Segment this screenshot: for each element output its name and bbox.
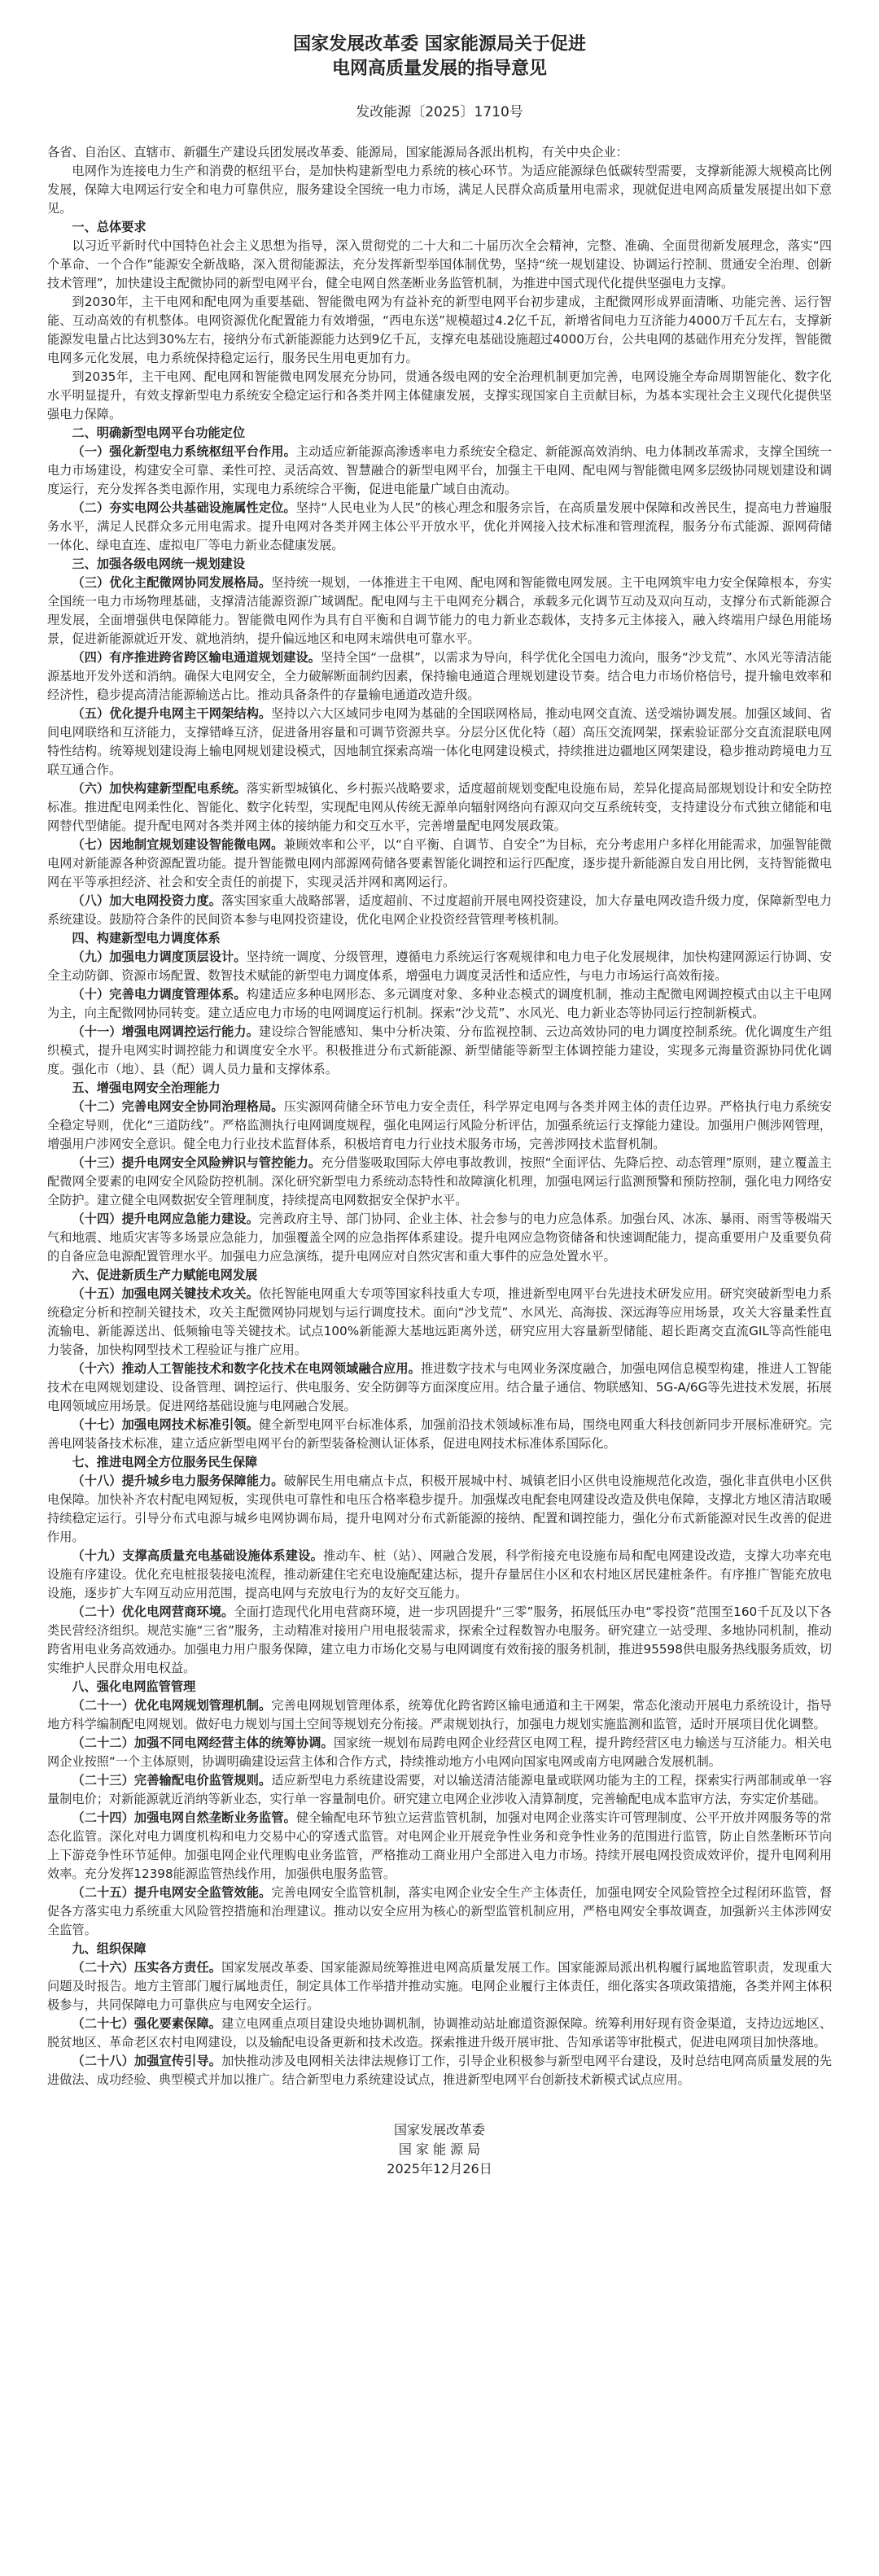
clause-lead: （一）强化新型电力系统枢纽平台作用。 (72, 444, 296, 459)
clause-text: 建设综合智能感知、集中分析决策、分布监视控制、云边高效协同的电力调度控制系统。优化调度生产组织模式，提升电网实时调控能力和调度安全水平。积极推进分布式新能源、新型储能等新型主体调控能力建设，实现多元海量资源协同优化调度。强化市（地）、县（配）调人员力量和支撑体系。 (47, 1024, 833, 1076)
clause-text: 主动适应新能源高渗透率电力系统安全稳定、新能源高效消纳、电力体制改革需求，支撑全国统一电力市场建设，构建安全可靠、柔性可控、灵活高效、智慧融合的新型电网平台，加强主干电网、配电网与智能微电网多层级协同规划建设和调度运行，充分发挥各类电源作用，实现电力系统综合平衡，促进电能量广域自由流动。 (47, 444, 833, 496)
body-paragraph (47, 368, 832, 424)
clause-lead: （二十）优化电网营商环境。 (72, 1605, 234, 1619)
body-paragraph (47, 443, 832, 499)
clause-text: 适应新型电力系统建设需要，对以输送清洁能源电量或联网功能为主的工程，探索实行两部制或单一容量制电价；对新能源就近消纳等新业态，实行单一容量制电价。研究建立电网企业涉收入清算制度，完善输配电成本监审方法，夯实定价基础。 (47, 1773, 833, 1806)
clause-lead: （十五）加强电网关键技术攻关。 (72, 1286, 259, 1301)
signature-block (47, 2120, 832, 2179)
section-heading: 八、强化电网监管管理 (72, 1679, 196, 1694)
clause-text: 推动车、桩（站）、网融合发展，科学衔接充电设施布局和配电网建设改造，支撑大功率充电设施有序建设。优化充电桩报装接电流程，推动新建住宅充电设施配建达标，提升存量居住小区和农村地区居民建桩条件。有序推广智能充放电设施，逐步扩大车网互动应用范围，提高电网与充放电行为的友好交互能力。 (47, 1548, 832, 1600)
body-paragraph (47, 705, 832, 779)
document-title-line-1: 国家发展改革委 国家能源局关于促进 (293, 34, 586, 55)
intro-paragraph: 电网作为连接电力生产和消费的枢纽平台，是加快构建新型电力系统的核心环节。为适应能源绿色低碳转型需要，支撑新能源大规模高比例发展，保障大电网运行安全和电力可靠供应，服务建设全国统一电力市场，满足人民群众高质量用电需求，现就促进电网高质量发展提出如下意见。 (47, 164, 832, 216)
clause-text: 推进数字技术与电网业务深度融合，加强电网信息模型构建，推进人工智能技术在电网规划建设、设备管理、调控运行、供电服务、安全防御等方面深度应用。结合量子通信、物联感知、5G-A/6G等先进技术发展，拓展电网领域应用场景。促进网络基础设施与电网融合发展。 (47, 1361, 833, 1413)
salutation: 各省、自治区、直辖市、新疆生产建设兵团发展改革委、能源局，国家能源局各派出机构，有关中央企业： (47, 145, 628, 159)
clause-text: 完善政府主导、部门协同、企业主体、社会参与的电力应急体系。加强台风、冰冻、暴雨、雨雪等极端天气和地震、地质灾害等多场景应急能力，加强覆盖全网的应急指挥体系建设。提升电网应急物资储备和快速调配能力，提高重要用户及重要负荷的自备应急电源配置管理水平。加强电力应急演练，提升电网应对自然灾害和重大事件的应急处置水平。 (47, 1212, 833, 1264)
clause-text: 依托智能电网重大专项等国家科技重大专项，推进新型电网平台先进技术研发应用。研究突破新型电力系统稳定分析和控制关键技术，攻关主配微网协同规划与运行调度技术。面向“沙戈荒”、水风光、高海拔、深远海等应用场景，攻关大容量柔性直流输电、新能源送出、低频输电等关键技术。试点100%新能源大基地远距离外送，研究应用大容量新型储能、超长距离交直流GIL等高性能电力装备，加快构网型技术工程验证与推广应用。 (47, 1286, 833, 1357)
clause-lead: （十一）增强电网调控运行能力。 (72, 1024, 259, 1039)
body-paragraph (47, 779, 832, 836)
clause-lead: （二十二）加强不同电网经营主体的统筹协调。 (72, 1736, 334, 1750)
clause-text: 破解民生用电痛点卡点，积极开展城中村、城镇老旧小区供电设施规范化改造，强化非直供电小区供电保障。加快补齐农村配电网短板，实现供电可靠性和电压合格率稳步提升。加强煤改电配套电网建设改造及供电保障，支撑北方地区清洁取暖持续稳定运行。引导分布式电源与城乡电网协调布局，提升电网对分布式新能源的接纳、配置和调控能力，强化分布式新能源对民生改善的促进作用。 (47, 1474, 833, 1544)
clause-text: 落实国家重大战略部署，适度超前、不过度超前开展电网投资建设，加大存量电网改造升级力度，保障新型电力系统建设。鼓励符合条件的民间资本参与电网投资建设，优化电网企业投资经营管理考核机制。 (47, 893, 833, 927)
clause-lead: （十四）提升电网应急能力建设。 (72, 1212, 259, 1226)
clause-text: 坚持全国“一盘棋”，以需求为导向，科学优化全国电力流向，服务“沙戈荒”、水风光等清洁能源基地开发外送和消纳。确保大电网安全，全力破解断面制约因素，保持输电通道合理规划建设节奏。结合电力市场价格信号，提升输电效率和经济性，稳步提高清洁能源输送占比。推动具备条件的存量输电通道改造升级。 (47, 650, 833, 702)
clause-text: 完善电网安全监管机制，落实电网企业安全生产主体责任，加强电网安全风险管控全过程闭环监管，督促各方落实电力系统重大风险管控措施和治理建议。推动以安全应用为核心的新型监管机制应用，严格电网安全事故调查，加强新兴主体涉网安全监管。 (47, 1885, 833, 1937)
body-paragraph (47, 1603, 832, 1678)
section-heading: 一、总体要求 (72, 220, 146, 234)
clause-text: 全面打造现代化用电营商环境，进一步巩固提升“三零”服务，拓展低压办电“零投资”范围至160千瓦及以下各类民营经济组织。规范实施“三省”服务，主动精准对接用户用电报装需求，探索全过程数智办电服务。研究建立一站受理、多地协同机制，推动跨省用电业务高效通办。加强电力用户服务保障，建立电力市场化交易与电网调度有效衔接的服务机制，推进95598供电服务热线服务质效，切实维护人民群众用电权益。 (47, 1605, 832, 1675)
body-paragraph (47, 1098, 832, 1154)
clause-text: 充分借鉴吸取国际大停电事故教训，按照“全面评估、先降后控、动态管理”原则，建立覆盖主配微网全要素的电网安全风险防控机制。深化研究新型电力系统动态特性和故障演化机理，加强电网运行监测预警和预防控制，强化电力网络安全防护。建立健全电网数据安全管理制度，持续提高电网数据安全保护水平。 (47, 1155, 832, 1207)
clause-lead: （十六）推动人工智能技术和数字化技术在电网领域融合应用。 (72, 1361, 421, 1376)
clause-lead: （二十七）强化要素保障。 (72, 2016, 222, 2031)
clause-text: 健全输配电环节独立运营监管机制，加强对电网企业落实许可管理制度、公平开放并网服务等的常态化监管。深化对电力调度机构和电力交易中心的穿透式监管。对电网企业开展竞争性业务和竞争性业务的范围进行监管，防止自然垄断环节向上下游竞争性环节延伸。加强电网企业代理购电业务监管，严格推动工商业用户全部进入电力市场。持续开展电网投资成效评价，提升电网利用效率。充分发挥12398能源监管热线作用，加强供电服务监管。 (47, 1810, 833, 1881)
clause-lead: （六）加快构建新型配电系统。 (72, 781, 247, 796)
clause-lead: （二十八）加强宣传引导。 (72, 2054, 222, 2068)
clause-text: 坚持统一规划，一体推进主干电网、配电网和智能微电网发展。主干电网筑牢电力安全保障根本，夯实全国统一电力市场物理基础，支撑清洁能源资源广域调配。配电网与主干电网充分耦合，承载多元化调节互动及双向互动，支撑分布式新能源合理发展，全面增强供电保障能力。智能微电网作为具有自平衡和自调节能力的电力新业态载体，支持多元主体接入，融入终端用户绿色用能场景，促进新能源就近开发、就地消纳，提升偏远地区和电网末端供电可靠水平。 (47, 575, 833, 646)
clause-lead: （十七）加强电网技术标准引领。 (72, 1417, 259, 1432)
clause-text: 国家发展改革委、国家能源局统筹推进电网高质量发展工作。国家能源局派出机构履行属地监管职责，发现重大问题及时报告。地方主管部门履行属地责任，制定具体工作举措并推动实施。电网企业履行主体责任，细化落实各项政策措施，各类并网主体积极参与，共同保障电力可靠供应与电网安全运行。 (47, 1960, 833, 2012)
signer-ndrc: 国家发展改革委 (393, 2122, 485, 2137)
clause-lead: （二十五）提升电网安全监管效能。 (72, 1885, 272, 1900)
section-heading: 九、组织保障 (72, 1941, 146, 1956)
clause-lead: （二）夯实电网公共基础设施属性定位。 (72, 500, 296, 515)
clause-lead: （三）优化主配微网协同发展格局。 (72, 575, 272, 590)
body-paragraph (47, 1285, 832, 1360)
clause-text: 坚持统一调度、分级管理，遵循电力系统运行客观规律和电力电子化发展规律，加快构建网源运行协调、安全主动防御、资源市场配置、数智技术赋能的新型电力调度体系，增强电力调度灵活性和适应性，与电力市场运行高效衔接。 (47, 950, 833, 983)
clause-lead: （十三）提升电网安全风险辨识与管控能力。 (72, 1155, 321, 1170)
document-number: 发改能源〔2025〕1710号 (356, 104, 523, 120)
clause-lead: （二十四）加强电网自然垄断业务监管。 (72, 1810, 296, 1825)
clause-lead: （五）优化提升电网主干网架结构。 (72, 706, 272, 721)
body-paragraph (47, 1547, 832, 1603)
body-paragraph (47, 836, 832, 892)
clause-text: 完善电网规划管理体系，统筹优化跨省跨区输电通道和主干网架，常态化滚动开展电力系统设计，指导地方科学编制配电网规划。做好电力规划与国土空间等规划充分衔接。严肃规划执行，加强电力规划实施监测和监管，适时开展项目优化调整。 (47, 1698, 833, 1731)
clause-lead: （八）加大电网投资力度。 (72, 893, 222, 908)
signer-nea: 国 家 能 源 局 (398, 2142, 481, 2157)
document-body (47, 218, 832, 2089)
clause-text: 建立电网重点项目建设央地协调机制，协调推动站址廊道资源保障。统筹利用好现有资金渠道，支持边远地区、脱贫地区、革命老区农村电网建设，以及输配电设备更新和技术改造。探索推进升级开展审批、告知承诺等审批模式，促进电网项目加快落地。 (47, 2016, 833, 2050)
clause-text: 健全新型电网平台标准体系，加强前沿技术领域标准布局，围绕电网重大科技创新同步开展标准研究。完善电网装备技术标准，建立适应新型电网平台的新型装备检测认证体系，促进电网技术标准体系国际化。 (47, 1417, 833, 1451)
body-paragraph (47, 2015, 832, 2052)
body-paragraph (47, 499, 832, 555)
body-paragraph (47, 948, 832, 985)
issue-date: 2025年12月26日 (387, 2161, 492, 2177)
clause-text: 压实源网荷储全环节电力安全责任，科学界定电网与各类并网主体的责任边界。严格执行电力系统安全稳定导则，优化“三道防线”。严格监测执行电网调度规程，强化电网运行风险分析评估，加强系统运行支撑能力建设。加强用户侧涉网管理，增强用户涉网安全意识。健全电力行业技术监督体系，积极培育电力行业技术服务市场，完善涉网技术监督机制。 (47, 1099, 833, 1151)
clause-text: 兼顾效率和公平，以“自平衡、自调节、自安全”为目标，充分考虑用户多样化用能需求，加强智能微电网对新能源各种资源配置功能。提升智能微电网内部源网荷储各要素智能化调控和运行匹配度，逐步提升新能源自发自用比例，支持智能微电网在平等承担经济、社会和安全责任的前提下，实现灵活并网和离网运行。 (47, 837, 832, 889)
clause-text: 以习近平新时代中国特色社会主义思想为指导，深入贯彻党的二十大和二十届历次全会精神，完整、准确、全面贯彻新发展理念，落实“四个革命、一个合作”能源安全新战略，深入贯彻能源法，充分发挥新型举国体制优势，坚持“统一规划建设、协调运行控制、贯通安全治理、创新技术管理”，加快建设主配微协同的新型电网平台，健全电网自然垄断业务监管机制，为推进中国式现代化提供坚强电力支撑。 (47, 238, 832, 290)
body-paragraph (47, 2052, 832, 2089)
clause-lead: （二十三）完善输配电价监管规则。 (72, 1773, 272, 1788)
clause-text: 到2030年，主干电网和配电网为重要基础、智能微电网为有益补充的新型电网平台初步建成，主配微网形成界面清晰、功能完善、运行智能、互动高效的有机整体。电网资源优化配置能力有效增强，“西电东送”规模超过4.2亿千瓦，新增省间电力互济能力4000万千瓦左右，支撑新能源发电量占比达到30%左右，接纳分布式新能源能力达到9亿千瓦，支撑充电基础设施超过4000万台，公共电网的基础作用充分发挥，智能微电网多元化发展，电力系统保持稳定运行，服务民生用电更加有力。 (47, 295, 832, 365)
body-paragraph (47, 1416, 832, 1453)
clause-lead: （十九）支撑高质量充电基础设施体系建设。 (72, 1548, 324, 1563)
body-paragraph (47, 648, 832, 705)
clause-lead: （十八）提升城乡电力服务保障能力。 (72, 1474, 284, 1488)
section-heading: 三、加强各级电网统一规划建设 (72, 557, 246, 571)
section-heading: 四、构建新型电力调度体系 (72, 931, 221, 945)
clause-text: 落实新型城镇化、乡村振兴战略要求，适度超前规划变配电设施布局，差异化提高局部规划设计和安全防控标准。推进配电网柔性化、智能化、数字化转型，实现配电网从传统无源单向辐射网络向有源双向交互系统转变，支持建设分布式独立储能和电网替代型储能。提升配电网对各类并网主体的接纳能力和交互水平，完善增量配电网发展政策。 (47, 781, 833, 833)
clause-text: 坚持“人民电业为人民”的核心理念和服务宗旨，在高质量发展中保障和改善民生，提高电力普遍服务水平，满足人民群众多元用电需求。提升电网对各类并网主体公平开放水平，优化并网接入技术标准和管理流程，服务分布式能源、源网荷储一体化、绿电直连、虚拟电厂等电力新业态健康发展。 (47, 500, 832, 552)
body-paragraph (47, 1771, 832, 1809)
section-heading: 六、促进新质生产力赋能电网发展 (72, 1268, 258, 1282)
section-heading: 五、增强电网安全治理能力 (72, 1081, 221, 1095)
clause-text: 国家统一规划布局跨电网企业经营区电网工程，提升跨经营区电力输送与互济能力。相关电网企业按照“一个主体原则，协调明确建设运营主体和合作方式，持续推动地方小电网向国家电网或南方电网融合发展机制。 (47, 1736, 833, 1769)
clause-lead: （十二）完善电网安全协同治理格局。 (72, 1099, 284, 1114)
clause-lead: （二十一）优化电网规划管理机制。 (72, 1698, 272, 1713)
clause-text: 构建适应多种电网形态、多元调度对象、多种业态模式的调度机制，推动主配微电网调控模式由以主干电网为主，向主配微网协同转变。建立适应电力市场的电网调度运行机制。探索“沙戈荒”、水风光、电力新业态等协同运行控制新模式。 (47, 987, 833, 1020)
body-paragraph (47, 1472, 832, 1547)
body-paragraph (47, 1958, 832, 2015)
body-paragraph (47, 293, 832, 368)
clause-lead: （九）加强电力调度顶层设计。 (72, 950, 247, 964)
body-paragraph (47, 892, 832, 929)
body-paragraph (47, 1023, 832, 1079)
clause-text: 加快推动涉及电网相关法律法规修订工作，引导企业积极参与新型电网平台建设，及时总结电网高质量发展的先进做法、成功经验、典型模式并加以推广。结合新型电力系统建设试点，推进新型电网平台创新技术新模式试点应用。 (47, 2054, 833, 2087)
body-paragraph (47, 985, 832, 1023)
body-paragraph (47, 574, 832, 648)
clause-text: 坚持以六大区域同步电网为基础的全国联网格局，推动电网交直流、送受端协调发展。加强区域间、省间电网联络和互济能力，支撑错峰互济，促进备用容量和可调节资源共享。分层分区优化特（超）高压交流网架，探索验证部分交直流混联电网特性结构。统筹规划建设海上输电网规划建设模式，因地制宜探索高端一体化电网建设模式，持续推进边疆地区网架建设，稳步推动跨境电力互联互通合作。 (47, 706, 833, 777)
body-paragraph (47, 1884, 832, 1940)
body-paragraph (47, 1809, 832, 1884)
body-paragraph (47, 1360, 832, 1416)
clause-lead: （七）因地制宜规划建设智能微电网。 (72, 837, 284, 852)
clause-lead: （十）完善电力调度管理体系。 (72, 987, 247, 1002)
body-paragraph (47, 1696, 832, 1734)
clause-lead: （二十六）压实各方责任。 (72, 1960, 222, 1975)
section-heading: 七、推进电网全方位服务民生保障 (72, 1455, 258, 1469)
body-paragraph (47, 1154, 832, 1210)
document-title-line-2: 电网高质量发展的指导意见 (331, 59, 547, 79)
section-heading: 二、明确新型电网平台功能定位 (72, 426, 246, 440)
clause-lead: （四）有序推进跨省跨区输电通道规划建设。 (72, 650, 321, 665)
clause-text: 到2035年，主干电网、配电网和智能微电网发展充分协同，贯通各级电网的安全治理机制更加完善，电网设施全寿命周期智能化、数字化水平明显提升，有效支撑新型电力系统安全稳定运行和各类并网主体健康发展，支撑实现国家自主贡献目标，为基本实现社会主义现代化提供坚强电力保障。 (47, 369, 832, 421)
body-paragraph (47, 1210, 832, 1266)
body-paragraph (47, 1734, 832, 1771)
body-paragraph (47, 237, 832, 293)
